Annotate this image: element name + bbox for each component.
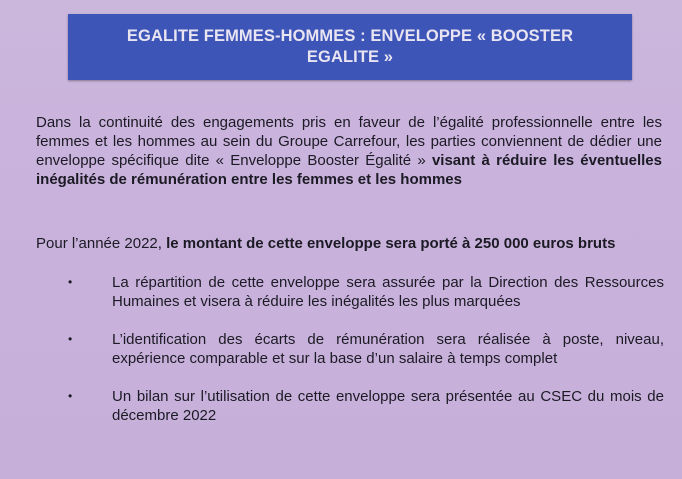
bullet-marker: • [68,332,73,346]
title-banner [68,14,632,80]
intro-bold-text: visant à réduire les éventuelles inégalités de rémunération entre les femmes et les hommes [36,152,662,188]
list-item [64,330,664,368]
list-item [64,273,664,311]
intro-text: Dans la continuité des engagements pris en faveur de l’égalité professionnelle entre les femmes et les hommes au sein du Groupe Carrefour, les parties conviennent de dédier une enveloppe spécifique dite « Enveloppe Booster Égalité » [36,114,662,169]
bullet-marker: • [68,389,73,403]
intro-paragraph [36,113,662,189]
bullet-text: Un bilan sur l’utilisation de cette enveloppe sera présentée au CSEC du mois de décembre 2022 [112,388,664,424]
slide-title: EGALITE FEMMES-HOMMES : ENVELOPPE « BOOSTER EGALITE » [126,27,574,66]
bullet-text: La répartition de cette enveloppe sera assurée par la Direction des Ressources Humaines et visera à réduire les inégalités les plus marquées [112,274,664,310]
bullet-marker: • [68,275,73,289]
bullet-text: L’identification des écarts de rémunération sera réalisée à poste, niveau, expérience comparable et sur la base d’un salaire à temps complet [112,331,664,367]
list-item [64,387,664,425]
amount-bold-text: le montant de cette enveloppe sera porté à 250 000 euros bruts [166,235,616,252]
bullet-list [64,273,664,444]
amount-text: Pour l’année 2022, [36,235,167,252]
amount-paragraph [36,234,666,253]
